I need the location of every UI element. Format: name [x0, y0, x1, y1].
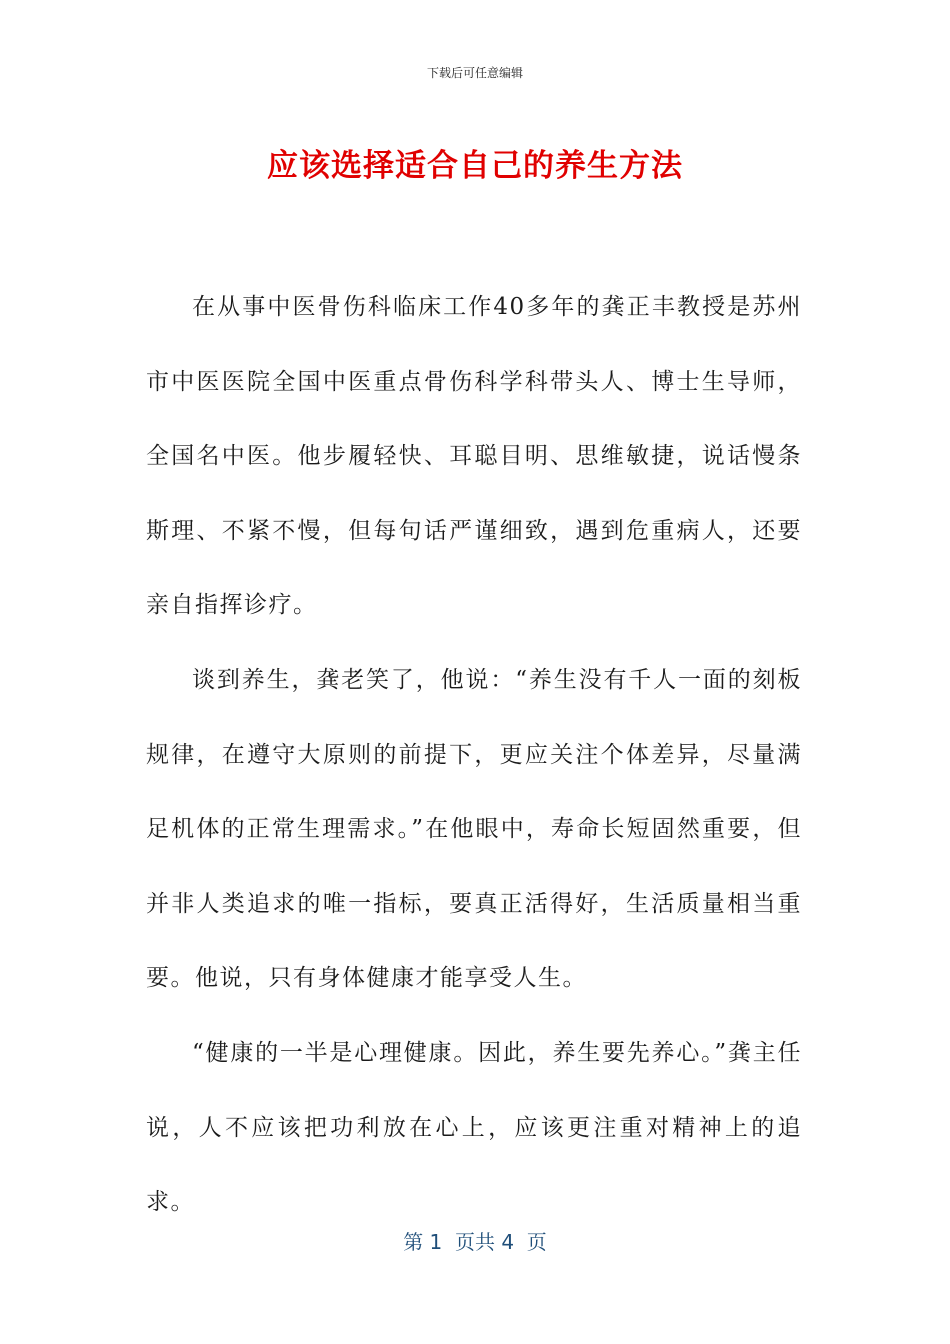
- paragraph-2: 谈到养生，龚老笑了，他说：“养生没有千人一面的刻板规律，在遵守大原则的前提下，更应关注个体差异，尽量满足机体的正常生理需求。”在他眼中，寿命长短固然重要，但并非人类追求的唯一指标，要真正活得好，生活质量相当重要。他说，只有身体健康才能享受人生。: [146, 666, 802, 992]
- paragraph-1: 在从事中医骨伤科临床工作40多年的龚正丰教授是苏州市中医医院全国中医重点骨伤科学科带头人、博士生导师，全国名中医。他步履轻快、耳聪目明、思维敏捷，说话慢条斯理、不紧不慢，但每句话严谨细致，遇到危重病人，还要亲自指挥诊疗。: [146, 294, 802, 619]
- document-title: 应该选择适合自己的养生方法: [267, 148, 683, 184]
- document-body: [146, 270, 802, 1240]
- paragraph-3: “健康的一半是心理健康。因此，养生要先养心。”龚主任说，人不应该把功利放在心上，应该更注重对精神上的追求。: [146, 1039, 802, 1216]
- page-footer: 第 1 页共 4 页: [403, 1230, 547, 1254]
- header-note: 下载后可任意编辑: [426, 66, 523, 80]
